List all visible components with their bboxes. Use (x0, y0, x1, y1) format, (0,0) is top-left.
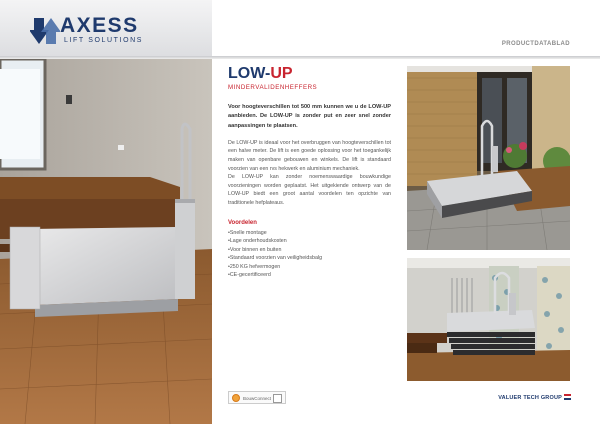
advantage-item: • Standaard voorzien van veiligheidsbalg (228, 254, 391, 263)
advantage-item: • Snelle montage (228, 229, 391, 238)
advantages-heading: Voordelen (228, 219, 257, 226)
flag-icon (564, 394, 571, 400)
bouwconnect-badge (228, 391, 286, 404)
product-title: LOW-UP (228, 65, 293, 82)
advantage-item: • CE-gecertificeerd (228, 271, 391, 280)
product-subtitle: MINDERVALIDENHEFFERS (228, 84, 318, 91)
intro-paragraph: Voor hoogteverschillen tot 500 mm kunnen we u de LOW-UP aanbieden. De LOW-UP is zonder put en zeer snel zonder aanpassingen te plaatsen. (228, 104, 391, 129)
product-photo-interior (0, 59, 212, 424)
header-logo-area (0, 0, 212, 58)
advantage-item: • Voor binnen en buiten (228, 246, 391, 255)
body-paragraph: De LOW-UP kan zonder noemenswaardige bouwkundige voorzieningen worden geplaatst. Het uitgekiende ontwerp van de LOW-UP biedt een groot aantal voordelen ten opzichte van traditionele hefplateaus. (228, 174, 391, 207)
advantages-list (228, 229, 391, 280)
product-photo-indoor (407, 258, 570, 381)
body-paragraph: De LOW-UP is ideaal voor het overbruggen van hoogteverschillen tot een halve meter. De lift is een goede oplossing voor het toegankelijk maken van openbare gebouwen en winkels. De lift is standaard voorzien van een rvs hekwerk en aluminium mechaniek. (228, 139, 391, 172)
axess-logo (30, 14, 170, 50)
bouwconnect-icon (232, 394, 240, 402)
document-type-label: PRODUCTDATABLAD (501, 41, 570, 47)
valuer-tech-group-logo (498, 394, 571, 401)
qr-code-icon (273, 394, 282, 403)
advantage-item: • Lage onderhoudskosten (228, 237, 391, 246)
product-photo-outdoor (407, 66, 570, 250)
brand-subtitle: LIFT SOLUTIONS (64, 37, 144, 44)
group-name: VALUER TECH GROUP (498, 395, 562, 401)
badge-text: BouwConnect (243, 395, 272, 401)
advantage-item: • 250 KG hefvermogen (228, 263, 391, 272)
header-bar (212, 0, 600, 58)
axess-arrows-icon (30, 16, 60, 46)
product-description (228, 66, 391, 280)
brand-name: AXESS (60, 14, 139, 37)
